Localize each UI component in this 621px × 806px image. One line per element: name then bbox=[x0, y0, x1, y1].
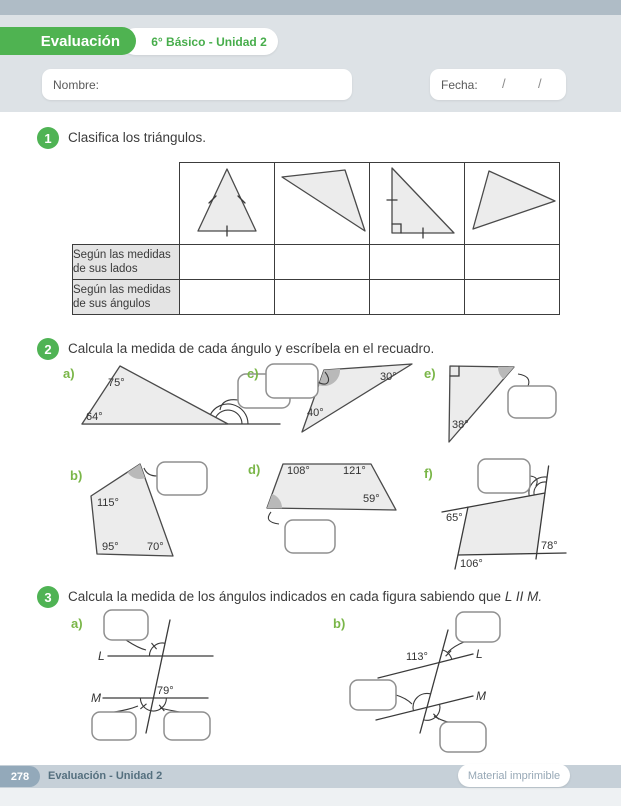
page-number-badge bbox=[0, 766, 40, 787]
item-label-d: d) bbox=[248, 462, 261, 477]
figure-3b bbox=[348, 608, 503, 758]
angle-label: 64° bbox=[86, 411, 103, 423]
section-2-title bbox=[68, 341, 434, 356]
section-3-title-math: L II M. bbox=[504, 589, 543, 604]
answer-cell[interactable] bbox=[465, 245, 560, 280]
angle-label: 70° bbox=[147, 541, 164, 553]
figure-2f bbox=[438, 453, 578, 575]
answer-cell[interactable] bbox=[465, 280, 560, 315]
angle-label: 115° bbox=[97, 497, 119, 509]
item-label-b: b) bbox=[70, 468, 83, 483]
date-separator: / bbox=[538, 76, 542, 91]
angle-label: 40° bbox=[307, 407, 324, 419]
figure-3a bbox=[88, 608, 223, 750]
answer-box[interactable] bbox=[92, 712, 136, 740]
isosceles-triangle-image bbox=[182, 163, 272, 239]
answer-cell[interactable] bbox=[275, 280, 370, 315]
answer-cell[interactable] bbox=[370, 245, 465, 280]
angle-label: 79° bbox=[157, 685, 174, 697]
answer-box[interactable] bbox=[266, 364, 318, 398]
right-triangle-cell bbox=[370, 163, 465, 245]
section-2-title-text: Calcula la medida de cada ángulo y escríbela en el recuadro. bbox=[68, 341, 435, 356]
answer-box[interactable] bbox=[350, 680, 396, 710]
acute-scalene-triangle-cell bbox=[465, 163, 560, 245]
section-1-number bbox=[37, 127, 59, 149]
figure-2c bbox=[262, 358, 432, 438]
answer-cell[interactable] bbox=[370, 280, 465, 315]
table-corner-cell bbox=[73, 163, 180, 245]
section-2-number bbox=[37, 338, 59, 360]
line-L-label: L bbox=[98, 649, 105, 663]
table-row bbox=[73, 245, 560, 280]
item-label-c: c) bbox=[247, 366, 259, 381]
evaluation-badge bbox=[0, 27, 136, 55]
item-label-a: a) bbox=[71, 616, 83, 631]
obtuse-scalene-triangle-image bbox=[277, 163, 367, 239]
page-number: 278 bbox=[10, 770, 30, 783]
answer-box[interactable] bbox=[478, 459, 530, 493]
unit-subtitle: 6° Básico - Unidad 2 bbox=[151, 34, 267, 49]
evaluation-badge-label: Evaluación bbox=[40, 32, 120, 50]
acute-scalene-triangle-image bbox=[467, 163, 557, 239]
figure-2e bbox=[438, 358, 563, 446]
angle-label: 38° bbox=[452, 419, 469, 431]
answer-box[interactable] bbox=[456, 612, 500, 642]
item-label-f: f) bbox=[424, 466, 433, 481]
date-label: Fecha: bbox=[441, 78, 478, 92]
angle-label: 59° bbox=[363, 493, 380, 505]
section-3-title bbox=[68, 589, 542, 604]
angle-label: 113° bbox=[406, 651, 428, 663]
section-3-number-label: 3 bbox=[44, 589, 52, 605]
item-label-e: e) bbox=[424, 366, 436, 381]
answer-cell[interactable] bbox=[180, 280, 275, 315]
section-1-title-text: Clasifica los triángulos. bbox=[68, 130, 207, 145]
answer-cell[interactable] bbox=[275, 245, 370, 280]
figure-2b bbox=[85, 456, 215, 564]
angle-label: 30° bbox=[380, 371, 397, 383]
answer-box[interactable] bbox=[508, 386, 556, 418]
angle-label: 65° bbox=[446, 512, 463, 524]
right-triangle-image bbox=[372, 163, 462, 239]
section-1-title bbox=[68, 130, 206, 145]
section-3-title-text: Calcula la medida de los ángulos indicados en cada figura sabiendo que bbox=[68, 589, 505, 604]
top-bar bbox=[0, 0, 621, 15]
printable-material-button[interactable] bbox=[458, 764, 570, 787]
name-field[interactable] bbox=[42, 69, 352, 100]
angle-label: 95° bbox=[102, 541, 119, 553]
angle-label: 78° bbox=[541, 540, 558, 552]
angle-label: 108° bbox=[287, 465, 310, 477]
unit-subtitle-pill bbox=[122, 28, 278, 55]
section-1-number-label: 1 bbox=[44, 130, 52, 146]
section-2-number-label: 2 bbox=[44, 341, 52, 357]
item-label-a: a) bbox=[63, 366, 75, 381]
line-M-label: M bbox=[476, 689, 486, 703]
table-row bbox=[73, 280, 560, 315]
line-L-label: L bbox=[476, 647, 483, 661]
angle-label: 121° bbox=[343, 465, 366, 477]
table-row bbox=[73, 163, 560, 245]
figure-2d bbox=[263, 456, 408, 554]
section-3-number bbox=[37, 586, 59, 608]
answer-box[interactable] bbox=[440, 722, 486, 752]
name-label: Nombre: bbox=[53, 78, 100, 92]
printable-material-label: Material imprimible bbox=[467, 769, 561, 782]
answer-box[interactable] bbox=[104, 610, 148, 640]
answer-box[interactable] bbox=[285, 520, 335, 553]
isosceles-triangle-cell bbox=[180, 163, 275, 245]
obtuse-scalene-triangle-cell bbox=[275, 163, 370, 245]
footer-title: Evaluación - Unidad 2 bbox=[48, 770, 163, 782]
date-separator: / bbox=[502, 76, 506, 91]
answer-cell[interactable] bbox=[180, 245, 275, 280]
classification-table bbox=[72, 162, 560, 315]
footer-strip bbox=[0, 788, 621, 806]
angle-label: 106° bbox=[460, 558, 483, 570]
answer-box[interactable] bbox=[157, 462, 207, 495]
row-label-angles: Según las medidas de sus ángulos bbox=[73, 280, 180, 315]
row-label-sides: Según las medidas de sus lados bbox=[73, 245, 180, 280]
line-M-label: M bbox=[91, 691, 101, 705]
answer-box[interactable] bbox=[164, 712, 210, 740]
date-field[interactable] bbox=[430, 69, 566, 100]
item-label-b: b) bbox=[333, 616, 346, 631]
angle-label: 75° bbox=[108, 377, 125, 389]
